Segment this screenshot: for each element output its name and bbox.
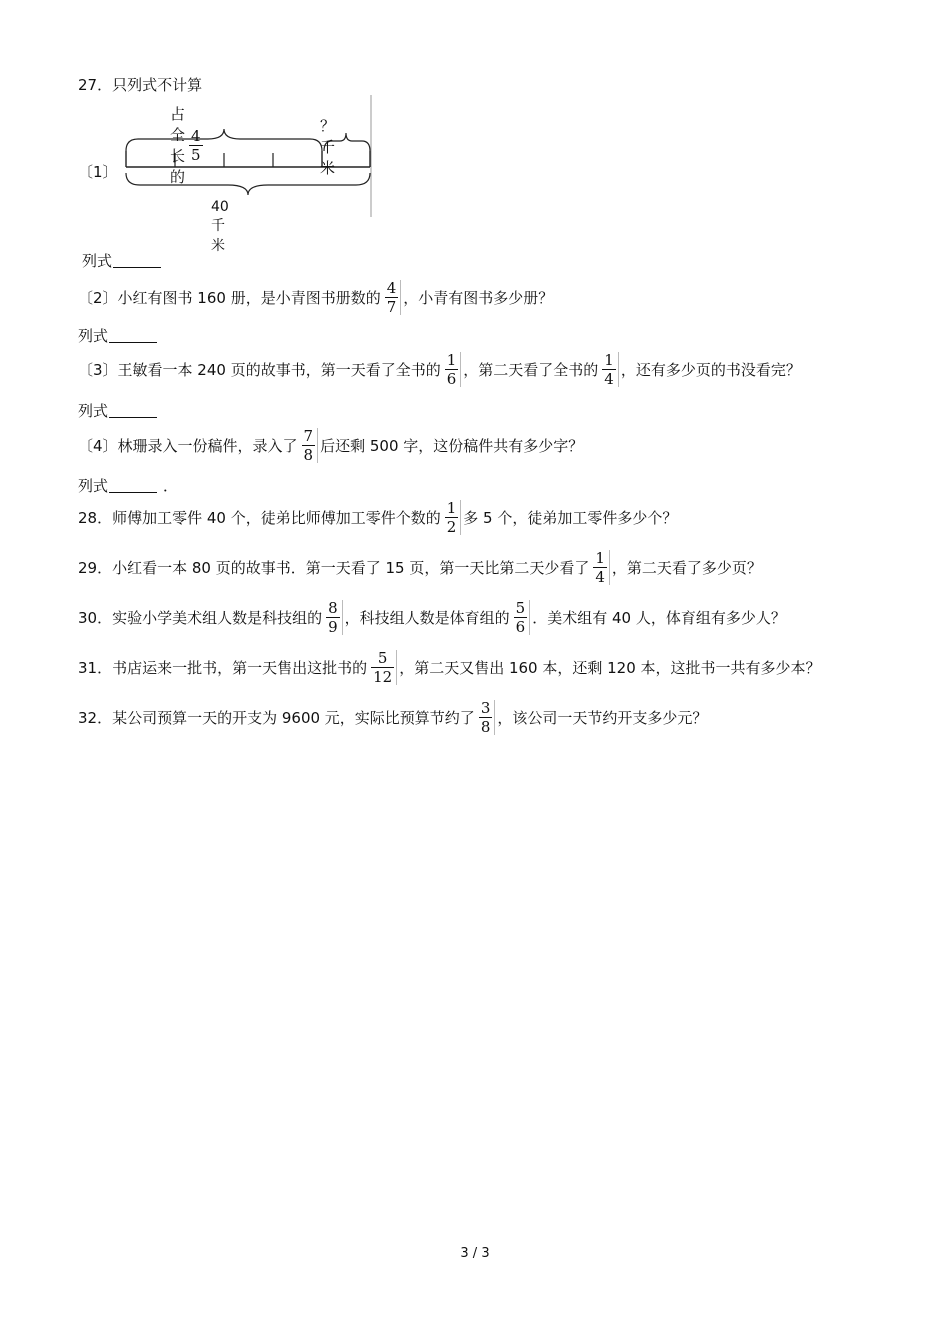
fraction: $\frac{5}{6}$ xyxy=(512,600,531,635)
fraction: $\frac{4}{5}$ xyxy=(191,126,201,164)
fraction: $\frac{1}{2}$ xyxy=(443,500,462,535)
page-number: 3 / 3 xyxy=(460,1246,490,1261)
q28: 28．师傅加工零件 40 个，徒弟比师傅加工零件个数的 $\frac{1}{2}$ 多 5 个，徒弟加工零件多少个？ xyxy=(78,499,678,536)
answer-line-2: 列式 xyxy=(78,325,157,346)
q31: 31．书店运来一批书，第一天售出这批书的 $\frac{5}{12}$ ，第二天又售出 160 本，还剩 120 本，这批书一共有多少本？ xyxy=(78,649,821,686)
diagram-part-label: 〔1〕 xyxy=(78,163,118,181)
diagram-bottom-label: 40 千米 xyxy=(211,199,229,254)
q29: 29．小红看一本 80 页的故事书．第一天看了 15 页，第一天比第二天少看了 $\frac{1}{4}$ ，第二天看了多少页？ xyxy=(78,549,762,586)
q32: 32．某公司预算一天的开支为 9600 元，实际比预算节约了 $\frac{3}{8}$ ，该公司一天节约开支多少元？ xyxy=(78,699,708,736)
fraction: $\frac{5}{12}$ xyxy=(369,650,397,685)
top-brace xyxy=(126,129,322,151)
fraction: $\frac{1}{4}$ xyxy=(600,352,619,387)
fraction: $\frac{4}{7}$ xyxy=(383,280,402,315)
q27-heading: 27．只列式不计算 xyxy=(78,76,203,94)
diagram-top-label: 占全长的 $\frac{4}{5}$ xyxy=(170,103,207,187)
answer-line-3: 列式 xyxy=(78,400,157,421)
answer-blank[interactable] xyxy=(109,328,157,343)
fraction: $\frac{3}{8}$ xyxy=(477,700,496,735)
answer-line-1: 列式 xyxy=(82,250,161,271)
fraction: $\frac{7}{8}$ xyxy=(300,428,319,463)
answer-blank[interactable] xyxy=(109,403,157,418)
q27-part3: 〔3〕王敏看一本 240 页的故事书，第一天看了全书的 $\frac{1}{6}$ ，第二天看了全书的 $\frac{1}{4}$ ，还有多少页的书没看完？ xyxy=(78,351,801,388)
fraction: $\frac{1}{4}$ xyxy=(591,550,610,585)
q27-part2: 〔2〕小红有图书 160 册，是小青图书册数的 $\frac{4}{7}$ ，小青有图书多少册？ xyxy=(78,279,554,316)
answer-line-4: 列式 ． xyxy=(78,477,179,495)
q27-part4: 〔4〕林珊录入一份稿件，录入了 $\frac{7}{8}$ 后还剩 500 字，这份稿件共有多少字？ xyxy=(78,427,584,464)
q30: 30．实验小学美术组人数是科技组的 $\frac{8}{9}$ ，科技组人数是体育组的 $\frac{5}{6}$ ．美术组有 40 人，体育组有多少人？ xyxy=(78,599,786,636)
fraction: $\frac{8}{9}$ xyxy=(324,600,343,635)
fraction: $\frac{1}{6}$ xyxy=(443,352,462,387)
answer-blank[interactable] xyxy=(113,253,161,268)
diagram-question-label: ？千米 xyxy=(320,117,336,177)
answer-blank[interactable] xyxy=(109,478,157,493)
